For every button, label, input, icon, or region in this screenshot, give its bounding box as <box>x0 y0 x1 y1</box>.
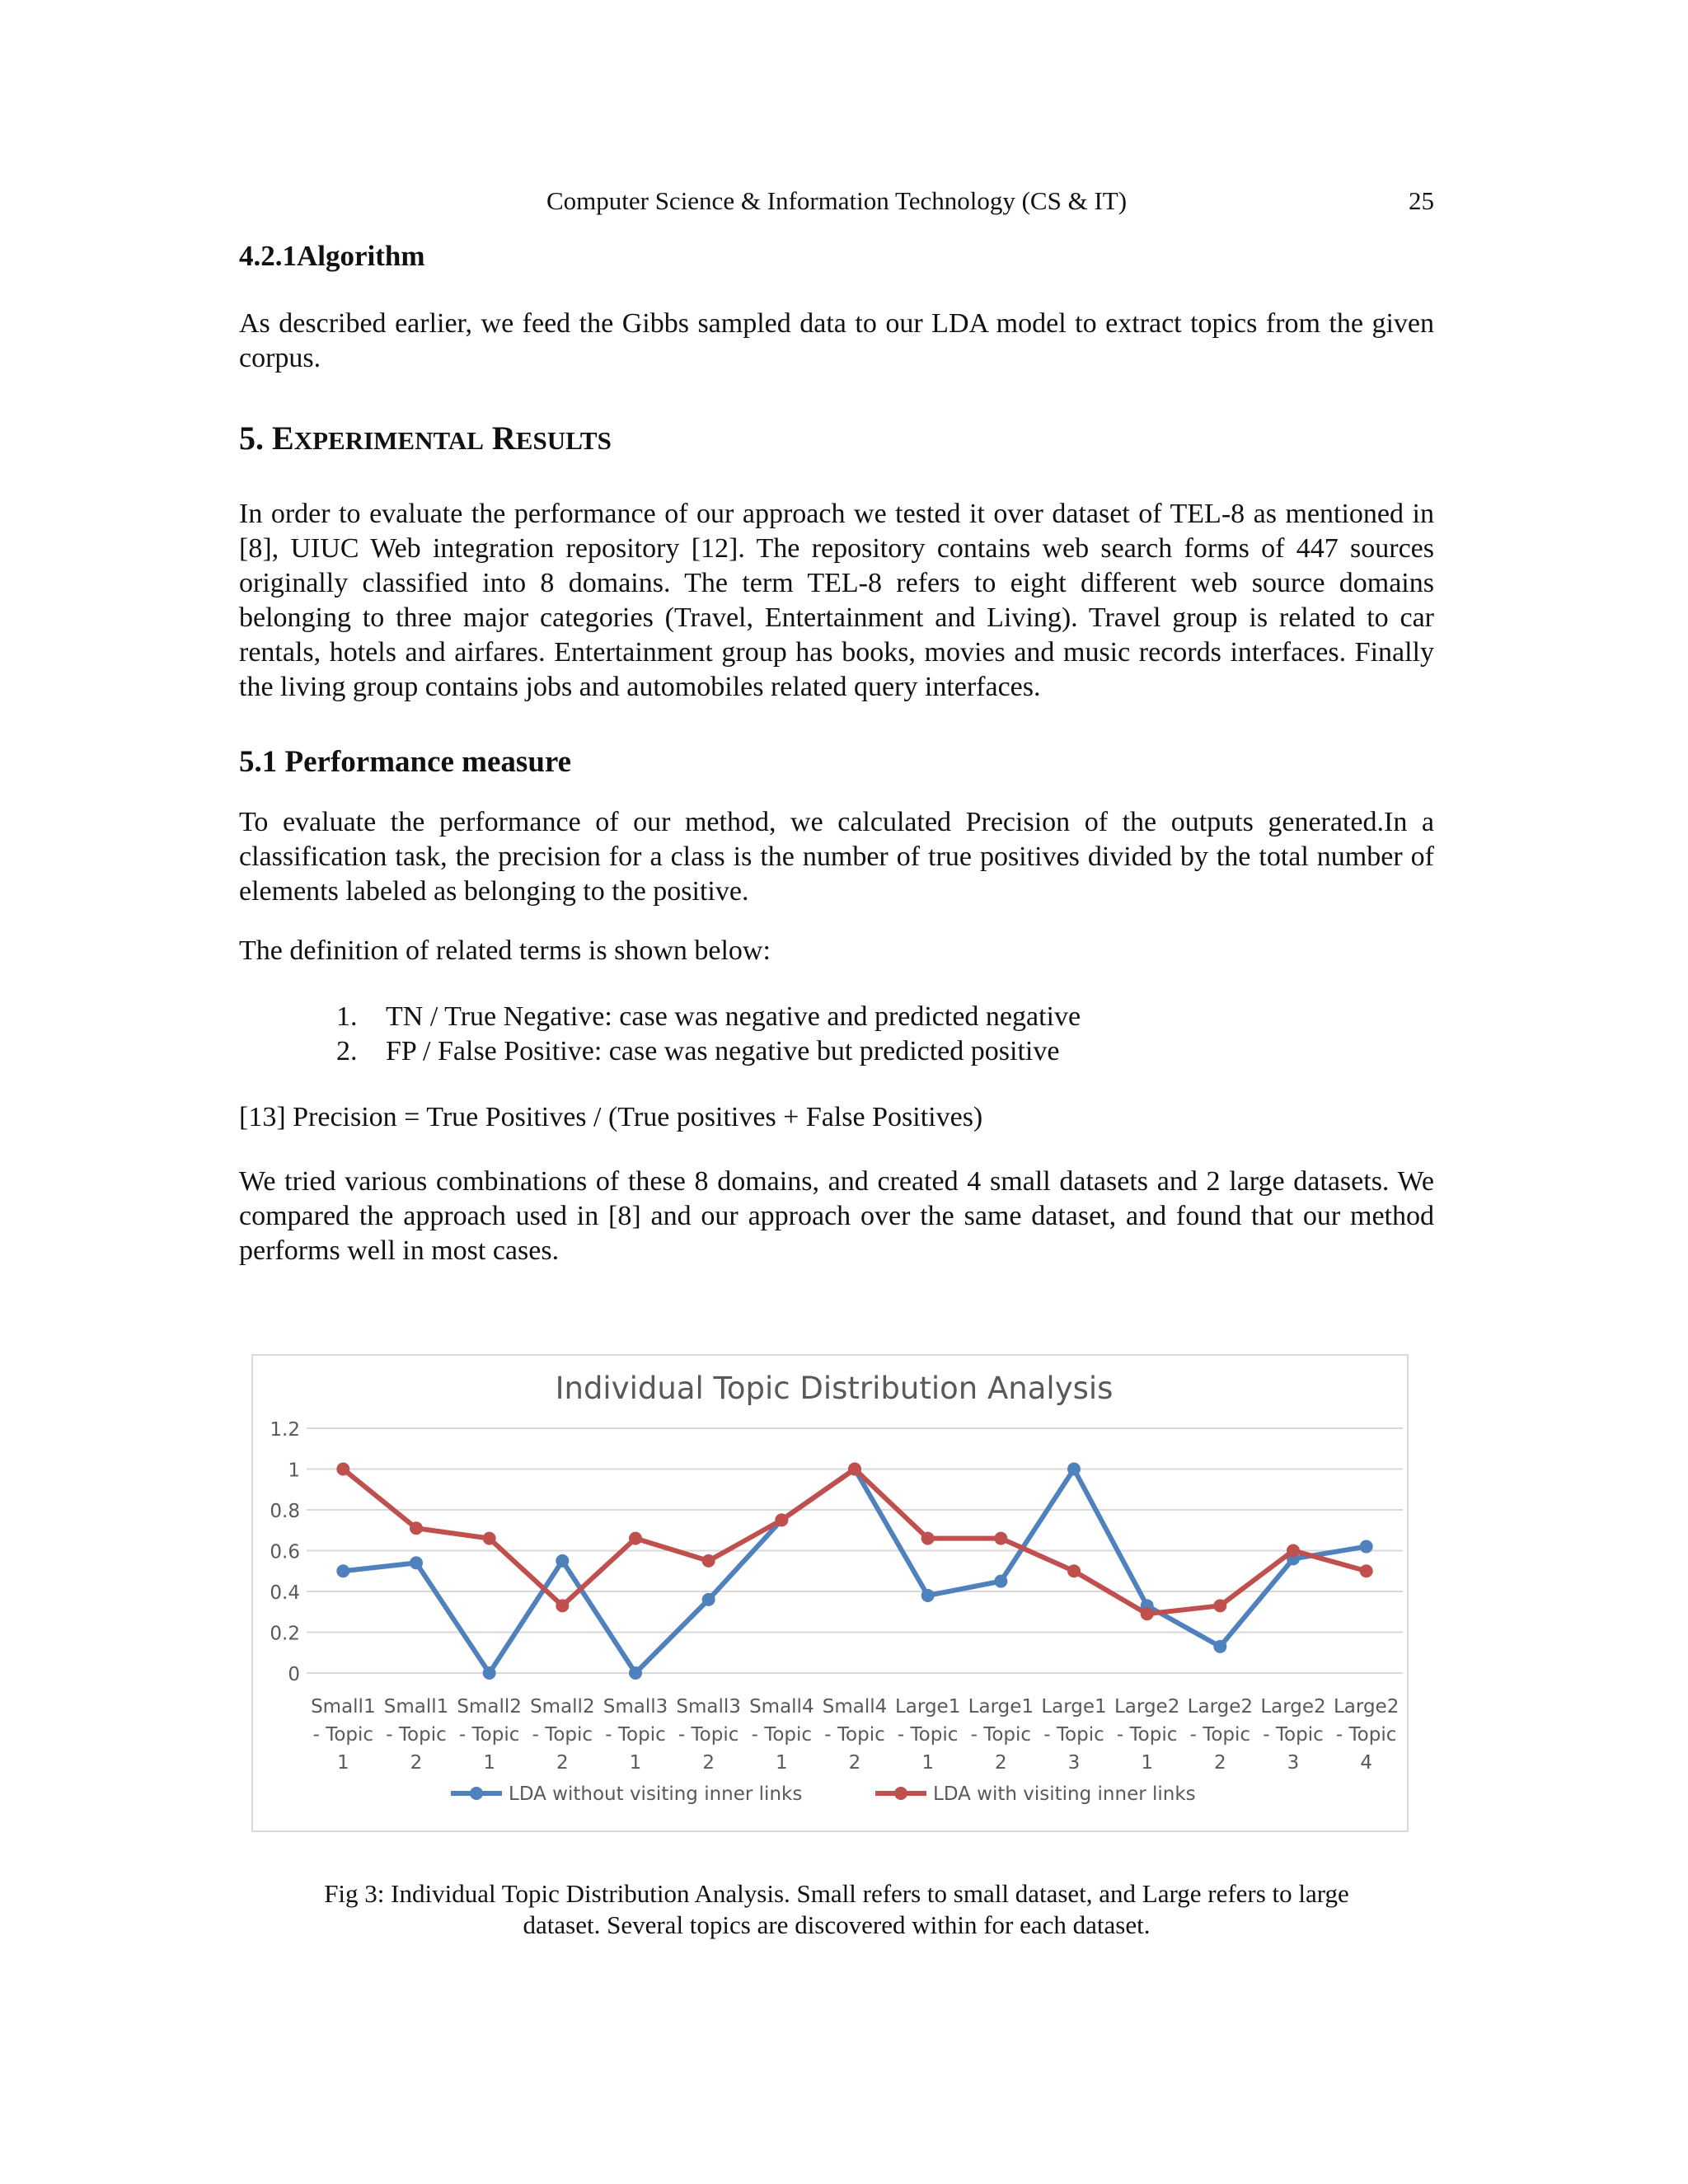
section-5-heading <box>239 419 1434 461</box>
x-tick-label-line: Large2 <box>1114 1696 1180 1718</box>
section-5-title-xperimental: XPERIMENTAL <box>293 426 484 455</box>
data-point <box>1360 1540 1373 1554</box>
x-tick-label-line: - Topic <box>1043 1724 1104 1746</box>
topic-distribution-chart <box>251 1354 1409 1832</box>
data-point <box>1141 1607 1154 1620</box>
definition-number: 1. <box>336 1001 358 1032</box>
performance-paragraph: To evaluate the performance of our method, we calculated Precision of the outputs generated.In a classification task, the precision for a class is the number of true positives divided by the total number of elements labeled as belonging to the positive. <box>239 807 1434 907</box>
x-tick-label-line: 1 <box>776 1752 788 1774</box>
x-tick-label-line: 2 <box>556 1752 569 1774</box>
x-tick-label-line: 2 <box>995 1752 1007 1774</box>
section-5-paragraph: In order to evaluate the performance of our approach we tested it over dataset of TEL-8 as mentioned in [8], UIUC Web integration repository [12]. The repository contains web search forms of 447 sources originally classified into 8 domains. The term TEL-8 refers to eight different web source domains belonging to three major categories (Travel, Entertainment and Living). Travel group is related to car rentals, hotels and airfares. Entertainment group has books, movies and music records interfaces. Finally the living group contains jobs and automobiles related query interfaces. <box>239 499 1434 702</box>
data-point <box>336 1564 349 1577</box>
data-point <box>702 1593 715 1606</box>
x-tick-label <box>823 1696 888 1774</box>
x-tick-label <box>603 1696 668 1774</box>
x-tick-label <box>749 1696 814 1774</box>
x-tick-label-line: Small1 <box>383 1696 449 1718</box>
chart-y-axis <box>270 1419 300 1685</box>
data-point <box>556 1599 569 1612</box>
x-tick-label-line: 2 <box>410 1752 423 1774</box>
x-tick-label-line: 2 <box>702 1752 715 1774</box>
y-tick-label: 0.6 <box>270 1541 300 1563</box>
results-paragraph: We tried various combinations of these 8 domains, and created 4 small datasets and 2 large datasets. We compared the approach used in [8] and our approach over the same dataset, and found that our method performs well in most cases. <box>239 1166 1434 1266</box>
series-line <box>343 1469 1366 1674</box>
x-tick-label-line: Small2 <box>530 1696 595 1718</box>
x-tick-label-line: - Topic <box>678 1724 739 1746</box>
data-point <box>629 1532 642 1545</box>
x-tick-label <box>1260 1696 1325 1774</box>
section-5-title-esults: ESULTS <box>515 426 612 455</box>
x-tick-label-line: Large1 <box>968 1696 1034 1718</box>
x-tick-label-line: Small4 <box>822 1696 888 1718</box>
y-tick-label: 0.2 <box>270 1623 300 1645</box>
series-2 <box>336 1463 1372 1621</box>
data-point <box>1287 1544 1300 1558</box>
x-tick-label-line: 2 <box>1214 1752 1226 1774</box>
section-5-title-r: R <box>491 419 516 457</box>
journal-name: Computer Science & Information Technology (CS & IT) <box>546 186 1128 215</box>
algorithm-heading: 4.2.1Algorithm <box>239 240 425 272</box>
legend-label: LDA with visiting inner links <box>933 1783 1196 1805</box>
data-point <box>556 1554 569 1568</box>
chart-legend <box>451 1783 1196 1805</box>
data-point <box>994 1532 1007 1545</box>
x-tick-label-line: 3 <box>1287 1752 1300 1774</box>
x-tick-label-line: Large1 <box>1041 1696 1107 1718</box>
x-tick-label-line: - Topic <box>1116 1724 1178 1746</box>
page-number: 25 <box>1409 186 1434 215</box>
data-point <box>483 1532 496 1545</box>
definitions-list <box>239 1000 1434 1069</box>
data-point <box>336 1463 349 1476</box>
x-tick-label <box>968 1696 1034 1774</box>
data-point <box>921 1589 935 1602</box>
caption-line-1: Fig 3: Individual Topic Distribution Analysis. Small refers to small dataset, and Large refers to large <box>324 1879 1349 1908</box>
x-tick-label-line: - Topic <box>1335 1724 1397 1746</box>
figure-caption <box>239 1878 1434 1941</box>
x-tick-label-line: - Topic <box>312 1724 374 1746</box>
definition-number: 2. <box>336 1036 358 1066</box>
data-point <box>921 1532 935 1545</box>
x-tick-label-line: - Topic <box>532 1724 593 1746</box>
x-tick-label-line: - Topic <box>458 1724 520 1746</box>
definitions-intro: The definition of related terms is shown below: <box>239 935 771 966</box>
data-point <box>1067 1564 1081 1577</box>
x-tick-label-line: - Topic <box>605 1724 666 1746</box>
x-tick-label-line: - Topic <box>751 1724 813 1746</box>
data-point <box>1213 1640 1226 1653</box>
data-point <box>1067 1463 1081 1476</box>
legend-marker <box>894 1787 907 1800</box>
data-point <box>1213 1599 1226 1612</box>
x-tick-label-line: - Topic <box>897 1724 959 1746</box>
x-tick-label-line: Large2 <box>1187 1696 1254 1718</box>
x-tick-label-line: - Topic <box>824 1724 885 1746</box>
x-tick-label-line: Large2 <box>1333 1696 1400 1718</box>
data-point <box>410 1556 423 1569</box>
x-tick-label <box>311 1696 376 1774</box>
x-tick-label <box>1114 1696 1179 1774</box>
chart-x-axis <box>311 1696 1399 1774</box>
x-tick-label <box>1334 1696 1399 1774</box>
x-tick-label <box>457 1696 522 1774</box>
legend-marker <box>470 1787 483 1800</box>
x-tick-label-line: - Topic <box>386 1724 447 1746</box>
y-tick-label: 1 <box>288 1460 300 1482</box>
data-point <box>994 1575 1007 1588</box>
x-tick-label-line: - Topic <box>1189 1724 1251 1746</box>
legend-item <box>875 1783 1196 1805</box>
main-content <box>239 239 1434 1268</box>
x-tick-label-line: 1 <box>629 1752 642 1774</box>
data-point <box>410 1521 423 1535</box>
data-point <box>702 1554 715 1568</box>
data-point <box>775 1513 788 1526</box>
x-tick-label <box>530 1696 595 1774</box>
caption-line-2: dataset. Several topics are discovered within for each dataset. <box>523 1910 1151 1939</box>
x-tick-label-line: 2 <box>848 1752 861 1774</box>
x-tick-label-line: 1 <box>921 1752 934 1774</box>
algorithm-paragraph: As described earlier, we feed the Gibbs sampled data to our LDA model to extract topics from the given corpus. <box>239 308 1434 373</box>
x-tick-label-line: 1 <box>337 1752 349 1774</box>
section-5-1-heading: 5.1 Performance measure <box>239 745 572 779</box>
section-5-number: 5. <box>239 419 272 457</box>
chart-title: Individual Topic Distribution Analysis <box>555 1371 1114 1406</box>
x-tick-label <box>676 1696 741 1774</box>
x-tick-label-line: Small3 <box>603 1696 668 1718</box>
x-tick-label-line: 3 <box>1067 1752 1081 1774</box>
x-tick-label-line: Large1 <box>894 1696 961 1718</box>
x-tick-label-line: - Topic <box>1263 1724 1324 1746</box>
legend-item <box>451 1783 802 1805</box>
x-tick-label <box>1188 1696 1253 1774</box>
definition-text: TN / True Negative: case was negative and predicted negative <box>386 1001 1081 1032</box>
data-point <box>848 1463 861 1476</box>
x-tick-label-line: Small2 <box>457 1696 522 1718</box>
series-1 <box>336 1463 1372 1680</box>
x-tick-label-line: Small4 <box>749 1696 814 1718</box>
definition-text: FP / False Positive: case was negative but predicted positive <box>386 1036 1060 1066</box>
y-tick-label: 0.4 <box>270 1582 300 1604</box>
x-tick-label-line: 1 <box>1141 1752 1153 1774</box>
x-tick-label-line: 1 <box>483 1752 495 1774</box>
definition-item <box>239 1000 1434 1034</box>
chart-series <box>336 1463 1372 1680</box>
definition-item <box>239 1034 1434 1069</box>
y-tick-label: 1.2 <box>270 1419 300 1441</box>
chart-svg <box>253 1356 1410 1834</box>
x-tick-label <box>1041 1696 1106 1774</box>
y-tick-label: 0 <box>288 1664 300 1685</box>
x-tick-label-line: 4 <box>1360 1752 1372 1774</box>
x-tick-label-line: Small1 <box>311 1696 376 1718</box>
x-tick-label-line: - Topic <box>970 1724 1032 1746</box>
data-point <box>1360 1564 1373 1577</box>
section-5-title-e: E <box>272 419 294 457</box>
x-tick-label-line: Large2 <box>1260 1696 1326 1718</box>
data-point <box>629 1666 642 1680</box>
x-tick-label <box>384 1696 449 1774</box>
y-tick-label: 0.8 <box>270 1501 300 1522</box>
precision-formula: [13] Precision = True Positives / (True positives + False Positives) <box>239 1102 983 1132</box>
legend-label: LDA without visiting inner links <box>509 1783 803 1805</box>
x-tick-label-line: Small3 <box>676 1696 741 1718</box>
x-tick-label <box>895 1696 960 1774</box>
data-point <box>483 1666 496 1680</box>
